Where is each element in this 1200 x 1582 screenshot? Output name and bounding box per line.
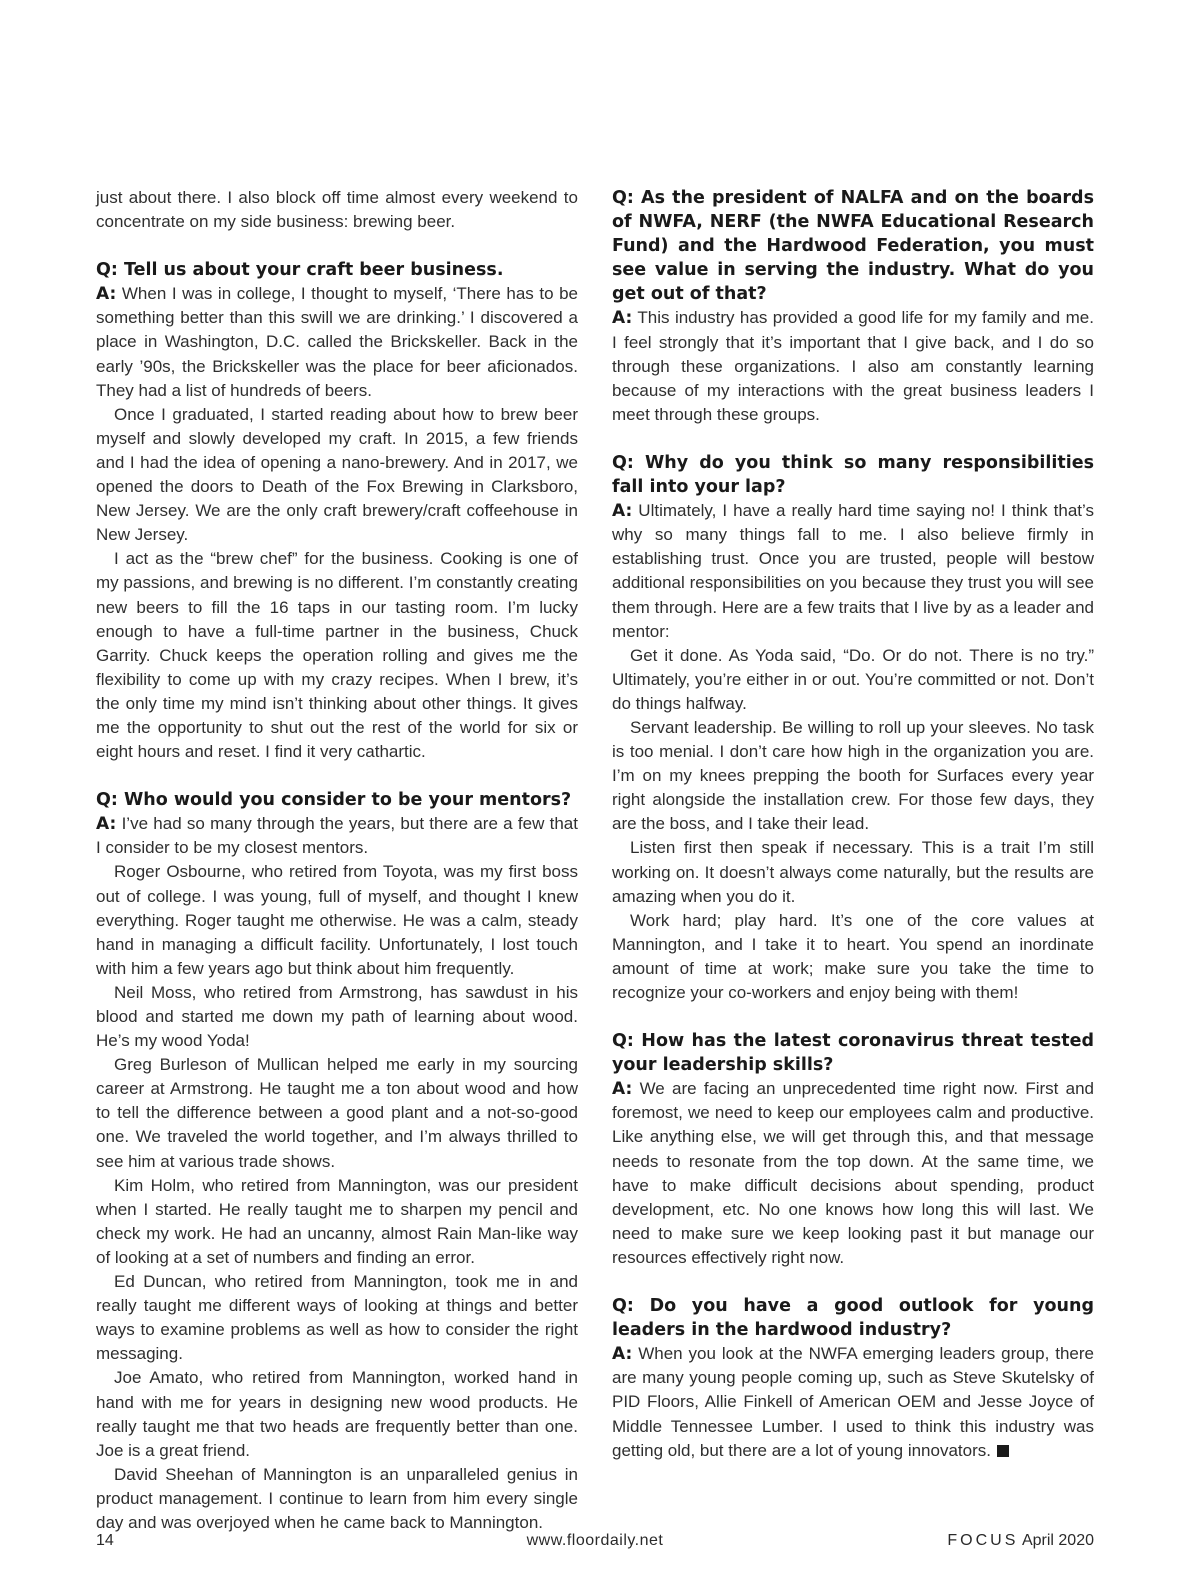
page-number: 14 [96,1532,114,1549]
answer-label: A: [96,284,117,305]
answer-paragraph: Kim Holm, who retired from Mannington, was our president when I started. He really taught me to sharpen my pencil and check my work. He had an uncanny, almost Rain Man-like way of looking at a set of numbers and finding an error. [96,1175,578,1267]
answer-label: A: [612,1344,633,1365]
answer-paragraph: Ed Duncan, who retired from Mannington, took me in and really taught me different ways of looking at things and better ways to examine problems as well as how to consider the right messaging. [96,1272,578,1364]
answer-paragraph: Roger Osbourne, who retired from Toyota, was my first boss out of college. I was young, full of myself, and thought I knew everything. Roger taught me otherwise. He was a calm, steady hand in managing a difficult facility. Unfortunately, I lost touch with him a few years ago but think about him frequently. [96,862,578,978]
answer-label: A: [612,501,633,522]
answer-paragraph: Work hard; play hard. It’s one of the core values at Mannington, and I take it to heart. You spend an inordinate amount of time at work; make sure you take the time to recognize your co-workers and enjoy being with them! [612,910,1094,1002]
website-url: www.floordaily.net [526,1532,664,1549]
qa-coronavirus [612,1029,1094,1270]
answer-label: A: [612,308,633,329]
answer-text: When you look at the NWFA emerging leaders group, there are many young people coming up, such as Steve Skutelsky of PID Floors, Allie Finkell of American OEM and Jesse Joyce of Middle Tennessee Lumber. I used to think this industry was getting old, but there are a lot of young innovators. [612,1344,1094,1460]
right-column [612,186,1094,1487]
answer-paragraph: Joe Amato, who retired from Mannington, worked hand in hand with me for years in designing new wood products. He really taught me that two heads are frequently better than one. Joe is a great friend. [96,1368,578,1460]
answer-first-paragraph [96,812,578,860]
answer-paragraph: Get it done. As Yoda said, “Do. Or do not. There is no try.” Ultimately, you’re either in or out. You’re committed or not. Don’t do things halfway. [612,645,1094,713]
question-heading: Q: Who would you consider to be your mentors? [96,790,572,811]
answer-label: A: [612,1079,633,1100]
qa-industry-service [612,186,1094,427]
qa-craft-beer [96,258,578,764]
qa-mentors [96,788,578,1535]
answer-text: I’ve had so many through the years, but there are a few that I consider to be my closest mentors. [96,814,578,858]
answer-paragraph: Neil Moss, who retired from Armstrong, has sawdust in his blood and started me down my path of learning about wood. He’s my wood Yoda! [96,982,578,1051]
left-column [96,186,578,1559]
answer-paragraph: David Sheehan of Mannington is an unparalleled genius in product management. I continue to learn from him every single day and was overjoyed when he came back to Mannington. [96,1464,578,1532]
answer-paragraph: I act as the “brew chef” for the business. Cooking is one of my passions, and brewing is no different. I’m constantly creating new beers to fill the 16 taps in our tasting room. I’m lucky enough to have a full-time partner in the business, Chuck Garrity. Chuck keeps the operation rolling and gives me the flexibility to come up with my crazy recipes. When I brew, it’s the only time my mind isn’t thinking about other things. It gives me the opportunity to shut out the rest of the world for six or eight hours and reset. I find it very cathartic. [96,549,578,762]
answer-first-paragraph [612,499,1094,644]
question-heading: Q: Tell us about your craft beer business. [96,260,504,281]
magazine-name: FOCUS [947,1532,1019,1549]
answer-paragraph: Once I graduated, I started reading about how to brew beer myself and slowly developed my craft. In 2015, a few friends and I had the idea of opening a nano-brewery. And in 2017, we opened the doors to Death of the Fox Brewing in Clarksboro, New Jersey. We are the only craft brewery/craft coffeehouse in New Jersey. [96,404,578,545]
answer-first-paragraph [96,282,578,402]
answer-first-paragraph [612,306,1094,426]
intro-paragraph: just about there. I also block off time almost every weekend to concentrate on my side business: brewing beer. [96,188,578,232]
answer-paragraph: Servant leadership. Be willing to roll up your sleeves. No task is too menial. I don’t care how high in the organization you are. I’m on my knees prepping the booth for Surfaces every year right alongside the installation crew. For those few days, they are the boss, and I take their lead. [612,717,1094,834]
answer-label: A: [96,814,117,835]
qa-responsibilities [612,451,1094,1005]
answer-paragraph: Listen first then speak if necessary. This is a trait I’m still working on. It doesn’t always come naturally, but the results are amazing when you do it. [612,838,1094,906]
intro-block [96,186,578,234]
issue-date: April 2020 [1021,1532,1094,1549]
answer-first-paragraph [612,1342,1094,1462]
answer-first-paragraph [612,1077,1094,1270]
issue-info [947,1532,1094,1550]
answer-text: We are facing an unprecedented time right now. First and foremost, we need to keep our employees calm and productive. Like anything else, we will get through this, and that message needs to resonate from the top down. At the same time, we have to make difficult decisions about spending, product development, etc. No one knows how long this will last. We need to make sure we keep looking past it but manage our resources effectively right now. [612,1079,1094,1267]
question-heading: Q: How has the latest coronavirus threat tested your leadership skills? [612,1031,1094,1076]
answer-text: This industry has provided a good life for my family and me. I feel strongly that it’s important that I give back, and I do so through these organizations. I also am constantly learning because of my interactions with the great business leaders I meet through these groups. [612,308,1094,424]
question-heading: Q: Do you have a good outlook for young leaders in the hardwood industry? [612,1296,1094,1341]
answer-text: When I was in college, I thought to myself, ‘There has to be something better than this swill we are drinking.’ I discovered a place in Washington, D.C. called the Brickskeller. Back in the early ’90s, the Brickskeller was the place for beer aficionados. They had a list of hundreds of beers. [96,284,578,400]
question-heading: Q: Why do you think so many responsibilities fall into your lap? [612,452,1094,498]
question-heading: Q: As the president of NALFA and on the boards of NWFA, NERF (the NWFA Educational Research Fund) and the Hardwood Federation, you must see value in serving the industry. What do you get out of that? [612,188,1094,305]
answer-text: Ultimately, I have a really hard time saying no! I think that’s why so many things fall to me. I also believe firmly in establishing trust. Once you are trusted, people will bestow additional responsibilities on you because they trust you will see them through. Here are a few traits that I live by as a leader and mentor: [612,501,1094,641]
page-footer [96,1532,1094,1554]
qa-young-leaders [612,1294,1094,1463]
end-of-article-icon [997,1445,1009,1457]
answer-paragraph: Greg Burleson of Mullican helped me early in my sourcing career at Armstrong. He taught me a ton about wood and how to tell the difference between a good plant and a not-so-good one. We traveled the world together, and I’m always thrilled to see him at various trade shows. [96,1055,578,1171]
